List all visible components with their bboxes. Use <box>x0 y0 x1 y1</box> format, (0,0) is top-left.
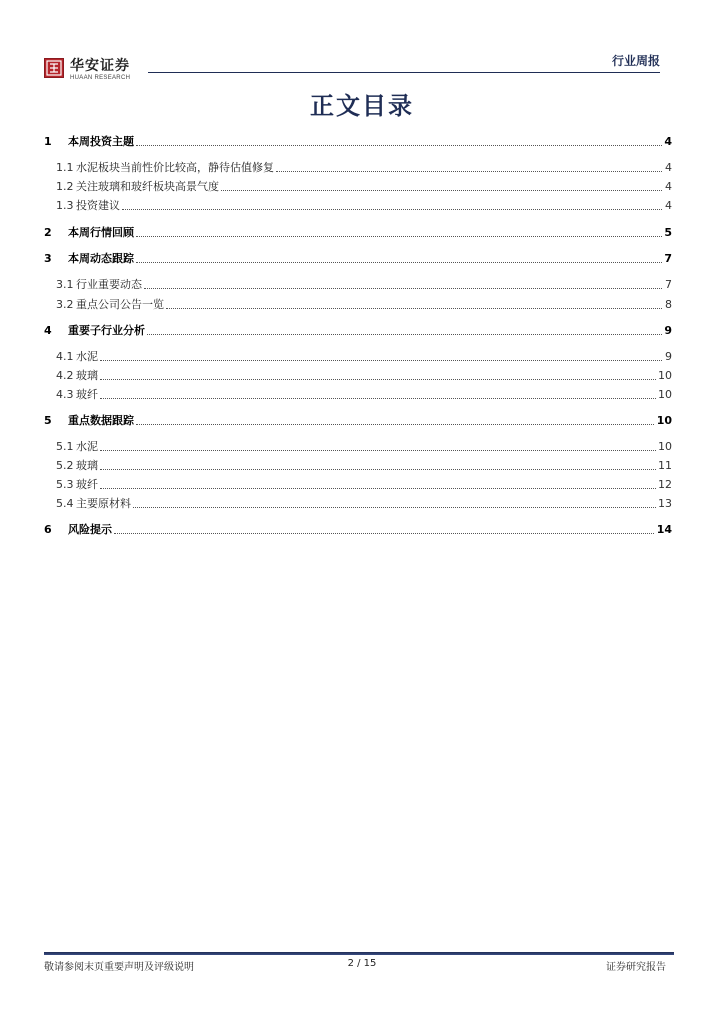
toc-dot-leader <box>136 236 664 237</box>
toc-dot-leader <box>136 145 664 146</box>
toc-entry-label: 投资建议 <box>76 199 120 212</box>
toc-entry-label: 重要子行业分析 <box>68 324 145 337</box>
toc-entry-number: 5 <box>44 414 52 427</box>
toc-entry-page: 8 <box>665 298 672 311</box>
toc-entry-page: 4 <box>665 199 672 212</box>
toc-entry-page: 9 <box>664 324 672 337</box>
header-divider <box>148 72 660 73</box>
toc-entry-page: 4 <box>665 161 672 174</box>
toc-entry-number: 3.2 <box>56 298 74 311</box>
toc-entry-label: 玻纤 <box>76 478 98 491</box>
toc-entry[interactable] <box>0 439 724 455</box>
toc-entry[interactable] <box>0 477 724 493</box>
footer-divider <box>44 952 674 955</box>
toc-entry-page: 13 <box>658 497 672 510</box>
toc-entry[interactable] <box>0 160 724 176</box>
toc-entry-page: 9 <box>665 350 672 363</box>
toc-dot-leader <box>100 488 664 489</box>
toc-entry-number: 3.1 <box>56 278 74 291</box>
toc-entry-label: 行业重要动态 <box>76 278 142 291</box>
toc-dot-leader <box>100 360 664 361</box>
toc-entry-page: 10 <box>658 388 672 401</box>
toc-entry-page: 10 <box>658 440 672 453</box>
toc-entry[interactable] <box>0 368 724 384</box>
toc-dot-leader <box>100 469 664 470</box>
toc-entry-label: 本周动态跟踪 <box>68 252 134 265</box>
toc-entry[interactable] <box>0 251 724 267</box>
toc-dot-leader <box>100 398 664 399</box>
toc-entry[interactable] <box>0 277 724 293</box>
toc-entry-label: 水泥 <box>76 350 98 363</box>
toc-entry[interactable] <box>0 134 724 150</box>
toc-entry[interactable] <box>0 458 724 474</box>
toc-entry-label: 主要原材料 <box>76 497 131 510</box>
toc-entry[interactable] <box>0 349 724 365</box>
toc-entry-label: 玻璃 <box>76 459 98 472</box>
toc-dot-leader <box>166 308 664 309</box>
toc-entry-page: 4 <box>664 135 672 148</box>
toc-entry-number: 1.2 <box>56 180 74 193</box>
toc-entry[interactable] <box>0 413 724 429</box>
toc-entry-page: 10 <box>656 414 672 427</box>
toc-entry-label: 玻璃 <box>76 369 98 382</box>
toc-entry-number: 1 <box>44 135 52 148</box>
toc-dot-leader <box>276 171 664 172</box>
toc-entry-number: 5.3 <box>56 478 74 491</box>
toc-entry-number: 1.1 <box>56 161 74 174</box>
toc-entry-page: 5 <box>664 226 672 239</box>
toc-entry[interactable] <box>0 225 724 241</box>
toc-entry-label: 重点公司公告一览 <box>76 298 164 311</box>
toc-entry[interactable] <box>0 179 724 195</box>
footer-disclaimer: 敬请参阅末页重要声明及评级说明 <box>44 962 194 973</box>
toc-dot-leader <box>136 262 664 263</box>
toc-dot-leader <box>136 424 664 425</box>
toc-dot-leader <box>122 209 664 210</box>
toc-entry-number: 4.1 <box>56 350 74 363</box>
footer-doc-type: 证券研究报告 <box>606 962 666 973</box>
toc-entry-number: 3 <box>44 252 52 265</box>
toc-entry-number: 4 <box>44 324 52 337</box>
page-number: 2 / 15 <box>347 958 377 969</box>
toc-entry[interactable] <box>0 297 724 313</box>
toc-dot-leader <box>114 533 664 534</box>
page-title: 正文目录 <box>310 92 414 120</box>
toc-entry-label: 本周投资主题 <box>68 135 134 148</box>
toc-entry-label: 风险提示 <box>68 523 112 536</box>
toc-dot-leader <box>133 507 664 508</box>
company-seal-icon <box>44 58 64 78</box>
toc-entry-label: 重点数据跟踪 <box>68 414 134 427</box>
toc-entry-page: 10 <box>658 369 672 382</box>
toc-dot-leader <box>100 379 664 380</box>
toc-dot-leader <box>100 450 664 451</box>
toc-entry-label: 关注玻璃和玻纤板块高景气度 <box>76 180 219 193</box>
toc-entry-number: 1.3 <box>56 199 74 212</box>
toc-entry[interactable] <box>0 522 724 538</box>
toc-entry-label: 本周行情回顾 <box>68 226 134 239</box>
report-type-label: 行业周报 <box>611 54 660 68</box>
toc-entry-number: 5.1 <box>56 440 74 453</box>
logo-english-name: HUAAN RESEARCH <box>70 75 131 81</box>
toc-entry[interactable] <box>0 323 724 339</box>
company-logo <box>44 58 204 84</box>
logo-chinese-name: 华安证券 <box>70 58 130 74</box>
toc-dot-leader <box>144 288 664 289</box>
toc-dot-leader <box>147 334 664 335</box>
toc-entry-label: 水泥 <box>76 440 98 453</box>
toc-entry-number: 4.3 <box>56 388 74 401</box>
toc-entry[interactable] <box>0 496 724 512</box>
toc-entry-page: 7 <box>665 278 672 291</box>
toc-entry-number: 5.4 <box>56 497 74 510</box>
toc-entry-label: 玻纤 <box>76 388 98 401</box>
toc-entry-number: 4.2 <box>56 369 74 382</box>
toc-entry-page: 7 <box>664 252 672 265</box>
toc-entry[interactable] <box>0 387 724 403</box>
toc-entry-label: 水泥板块当前性价比较高，静待估值修复 <box>76 161 274 174</box>
toc-entry-number: 2 <box>44 226 52 239</box>
toc-entry-page: 14 <box>656 523 672 536</box>
toc-entry-page: 12 <box>658 478 672 491</box>
toc-entry-number: 6 <box>44 523 52 536</box>
toc-entry[interactable] <box>0 198 724 214</box>
toc-dot-leader <box>221 190 664 191</box>
toc-entry-page: 11 <box>658 459 672 472</box>
toc-entry-page: 4 <box>665 180 672 193</box>
toc-entry-number: 5.2 <box>56 459 74 472</box>
